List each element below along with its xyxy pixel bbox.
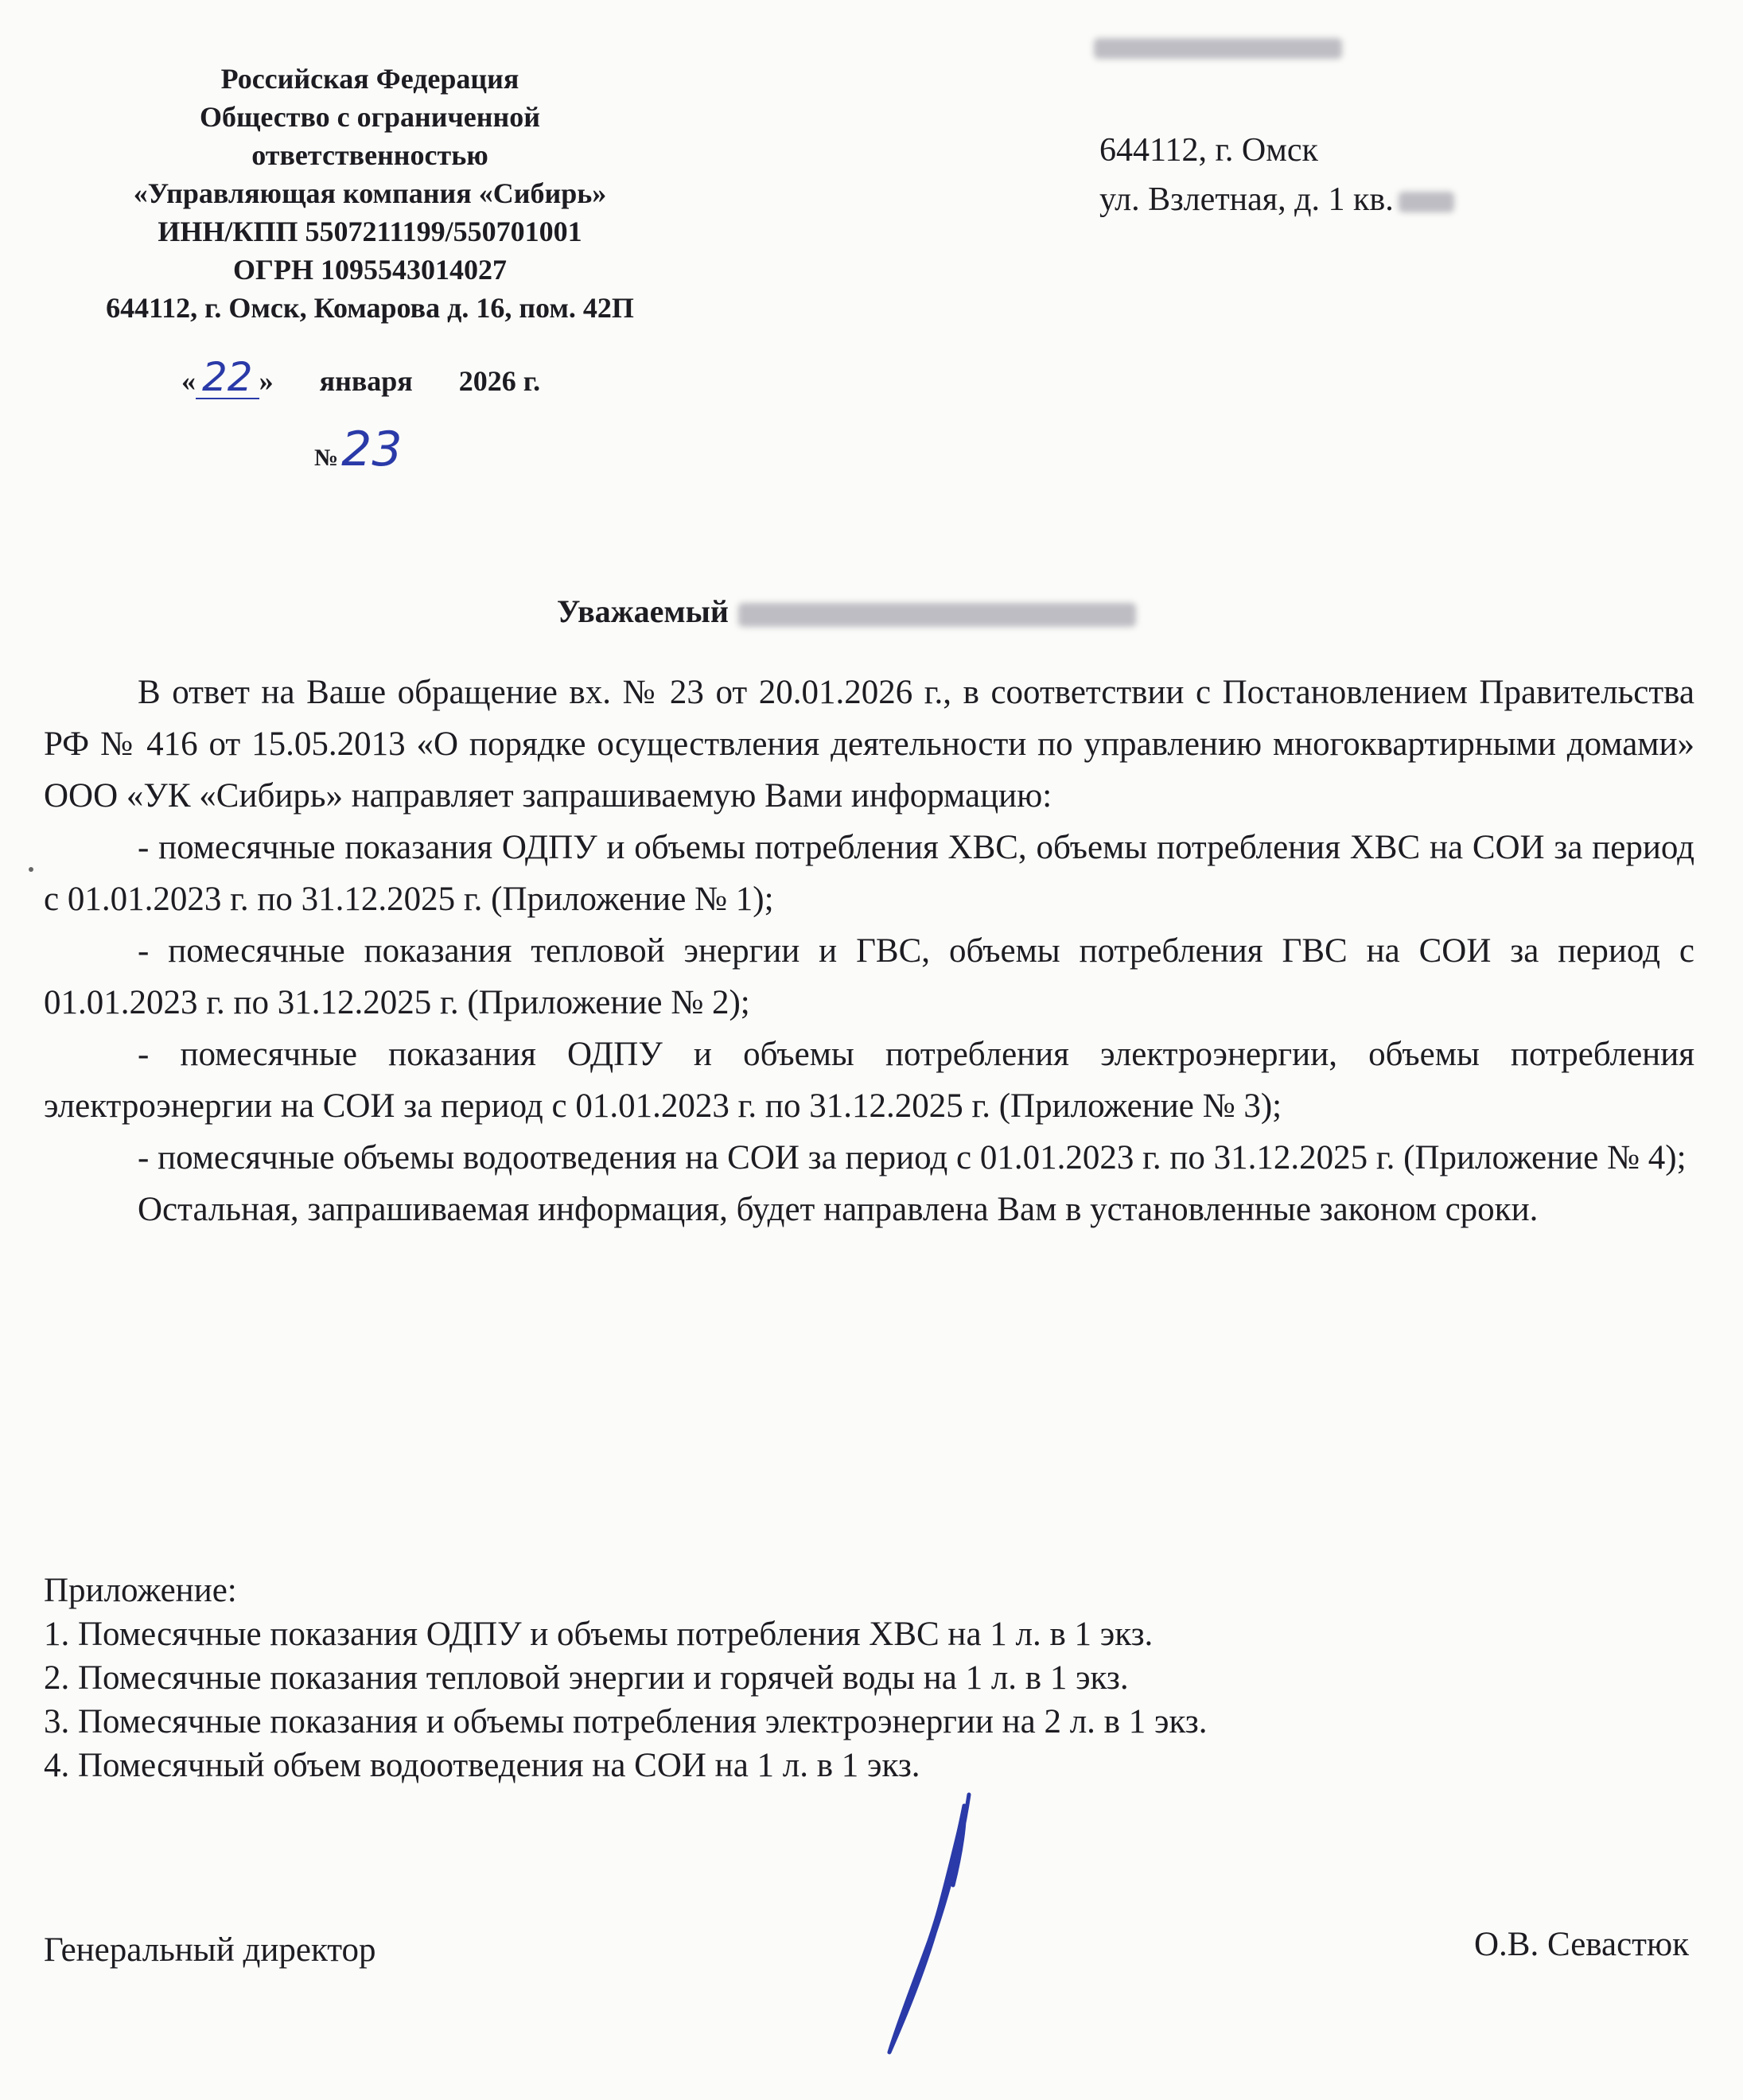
number-value-handwritten: 23 (341, 422, 403, 477)
recipient-address-street (1099, 175, 1454, 224)
number-label: № (314, 445, 339, 471)
recipient-name-redaction (1094, 38, 1342, 59)
recipient-address-street-text: ул. Взлетная, д. 1 кв. (1099, 181, 1394, 218)
attachment-item: 3. Помесячные показания и объемы потребления электроэнергии на 2 л. в 1 экз. (44, 1703, 1208, 1740)
date-close-quote: » (259, 365, 274, 397)
letterhead-org-type-2: ответственностью (251, 139, 488, 171)
salutation-name-redaction (738, 603, 1136, 627)
salutation (557, 593, 1136, 630)
date-month: января (319, 365, 413, 397)
letter-date (181, 356, 540, 399)
body-item-electricity: - помесячные показания ОДПУ и объемы потребления электроэнергии, объемы потребления электроэнергии на СОИ за период с 01.01.2023 г. по 31.12.2025 г. (Приложение № 3); (44, 1036, 1694, 1125)
date-open-quote: « (181, 365, 196, 397)
attachments-list (44, 1569, 1694, 1787)
date-year: 2026 (458, 365, 516, 397)
letterhead-inn-kpp: ИНН/КПП 5507211199/550701001 (158, 216, 582, 247)
scan-speck (29, 867, 33, 872)
signatory-role: Генеральный директор (44, 1931, 376, 1969)
letter-body (44, 667, 1694, 1235)
letterhead-address: 644112, г. Омск, Комарова д. 16, пом. 42П (106, 292, 634, 324)
body-item-cold-water: - помесячные показания ОДПУ и объемы потребления ХВС, объемы потребления ХВС на СОИ за период с 01.01.2023 г. по 31.12.2025 г. (Приложение № 1); (44, 829, 1694, 918)
body-paragraph-intro: В ответ на Ваше обращение вх. № 23 от 20.01.2026 г., в соответствии с Постановлением Правительства РФ № 416 от 15.05.2013 «О порядке осуществления деятельности по управлению многоквартирными домами» ООО «УК «Сибирь» направляет запрашиваемую Вами информацию: (44, 674, 1694, 815)
apartment-redaction (1399, 192, 1454, 212)
letterhead (48, 60, 692, 327)
body-item-heat-hot-water: - помесячные показания тепловой энергии и ГВС, объемы потребления ГВС на СОИ за период с 01.01.2023 г. по 31.12.2025 г. (Приложение № 2); (44, 932, 1694, 1021)
signatory-name: О.В. Севастюк (1474, 1926, 1689, 1963)
date-year-suffix: г. (523, 365, 541, 397)
attachment-item: 1. Помесячные показания ОДПУ и объемы потребления ХВС на 1 л. в 1 экз. (44, 1616, 1154, 1653)
recipient-address (1099, 126, 1454, 224)
letterhead-country: Российская Федерация (220, 63, 519, 95)
recipient-address-city: 644112, г. Омск (1099, 132, 1318, 169)
letterhead-ogrn: ОГРН 1095543014027 (233, 254, 507, 286)
body-paragraph-closing: Остальная, запрашиваемая информация, будет направлена Вам в установленные законом сроки. (138, 1191, 1539, 1228)
date-day-handwritten: 22 (196, 356, 259, 399)
attachment-item: 2. Помесячные показания тепловой энергии и горячей воды на 1 л. в 1 экз. (44, 1659, 1129, 1697)
salutation-text: Уважаемый (557, 593, 729, 629)
attachment-item: 4. Помесячный объем водоотведения на СОИ на 1 л. в 1 экз. (44, 1747, 920, 1784)
body-item-drainage: - помесячные объемы водоотведения на СОИ за период с 01.01.2023 г. по 31.12.2025 г. (Приложение № 4); (138, 1139, 1687, 1176)
handwritten-signature (875, 1790, 986, 2060)
document-number (314, 422, 403, 477)
letterhead-company-name: «Управляющая компания «Сибирь» (133, 177, 607, 209)
attachments-heading: Приложение: (44, 1572, 237, 1609)
letterhead-org-type-1: Общество с ограниченной (199, 101, 540, 133)
